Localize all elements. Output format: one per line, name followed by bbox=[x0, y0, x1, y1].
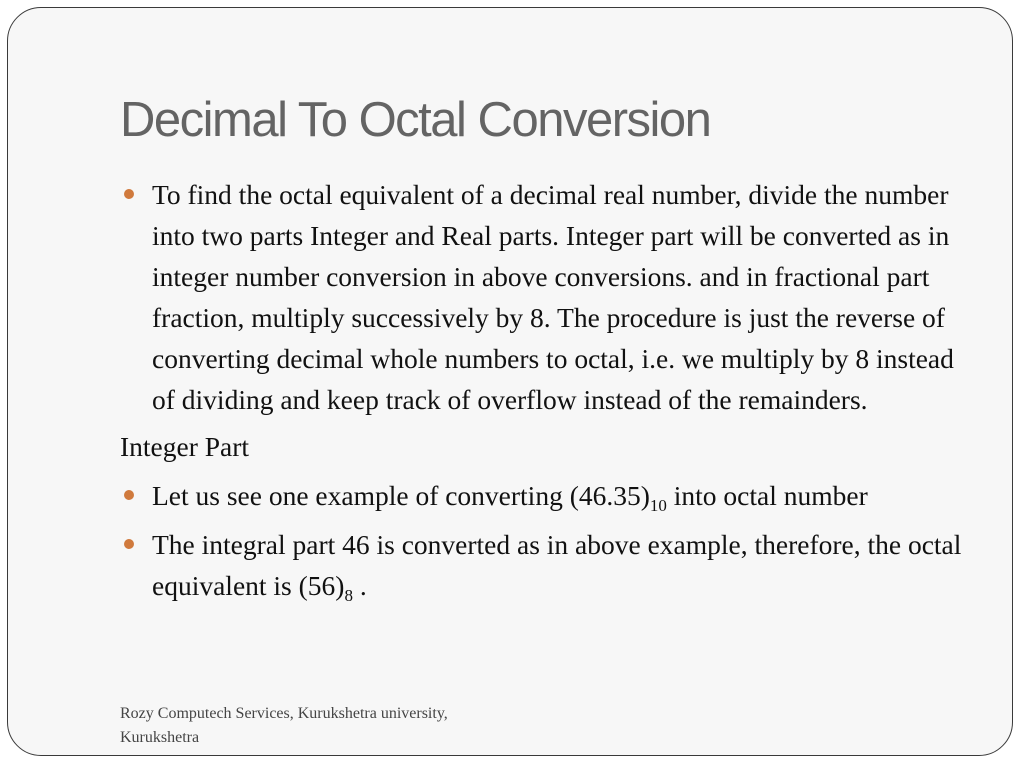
bullet-text-suffix: into octal number bbox=[666, 480, 868, 511]
bullet-subscript: 10 bbox=[649, 496, 667, 515]
bullet-text-prefix: The integral part 46 is converted as in above example, therefore, the octal equivalent is (56) bbox=[152, 529, 962, 601]
slide-body bbox=[120, 174, 980, 606]
bullet-item bbox=[120, 524, 980, 606]
bullet-subscript: 8 bbox=[344, 586, 353, 605]
bullet-dot-icon bbox=[124, 539, 134, 549]
bullet-item bbox=[120, 475, 980, 516]
subheading: Integer Part bbox=[120, 431, 250, 462]
bullet-item bbox=[120, 174, 980, 420]
slide-frame bbox=[7, 7, 1013, 756]
bullet-text-suffix: . bbox=[352, 570, 367, 601]
bullet-text-prefix: Let us see one example of converting (46.35) bbox=[152, 480, 650, 511]
bullet-dot-icon bbox=[124, 189, 134, 199]
footer-line-1: Rozy Computech Services, Kurukshetra university, bbox=[120, 705, 448, 722]
bullet-text: To find the octal equivalent of a decimal real number, divide the number into two parts Integer and Real parts. Integer part will be converted as in integer number conversion in above conversions. and in fractional part fraction, multiply successively by 8. The procedure is just the reverse of converting decimal whole numbers to octal, i.e. we multiply by 8 instead of dividing and keep track of overflow instead of the remainders. bbox=[152, 179, 954, 415]
footer-line-2: Kurukshetra bbox=[120, 729, 200, 746]
bullet-dot-icon bbox=[124, 490, 134, 500]
slide-title: Decimal To Octal Conversion bbox=[120, 93, 711, 147]
slide-footer bbox=[120, 702, 448, 750]
